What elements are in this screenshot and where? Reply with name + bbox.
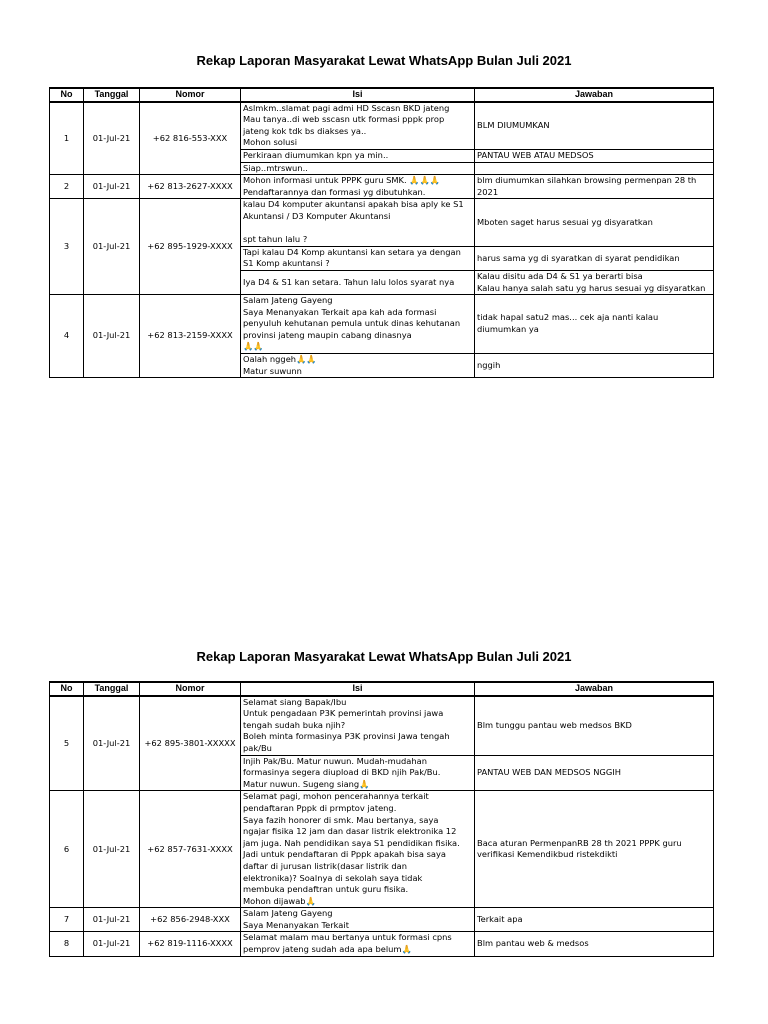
row-date: 01-Jul-21 [84, 102, 140, 175]
text-line: Selamat pagi, mohon pencerahannya terkait [243, 791, 429, 802]
text-line: Injih Pak/Bu. Matur nuwun. Mudah-mudahan [243, 755, 427, 766]
col-header-tanggal: Tanggal [84, 682, 140, 696]
col-header-no: No [50, 88, 84, 102]
text-line: Saya fazih honorer di smk. Mau bertanya, saya [243, 814, 439, 825]
col-header-isi: Isi [241, 88, 475, 102]
text-line: Selamat siang Bapak/Ibu [243, 696, 347, 707]
message-cell [241, 908, 475, 932]
report-table [49, 87, 714, 378]
message-cell [241, 354, 475, 378]
text-line: Oalah nggeh🙏🙏 [243, 354, 317, 365]
text-line: Terkait apa [477, 914, 523, 925]
text-line: penyuluh kehutanan pemula untuk dinas kehutanan [243, 318, 461, 329]
message-cell [241, 932, 475, 956]
text-line: Mohon dijawab🙏 [243, 895, 316, 906]
table-row [50, 696, 714, 755]
text-line: tidak hapal satu2 mas... cek aja nanti kalau [477, 312, 659, 323]
reply-cell [475, 270, 714, 294]
reply-cell [475, 246, 714, 270]
text-line: PANTAU WEB DAN MEDSOS NGGIH [477, 767, 621, 778]
table-row [50, 908, 714, 932]
text-line: Aslmkm..slamat pagi admi HD Sscasn BKD jateng [243, 102, 450, 113]
reply-cell [475, 199, 714, 246]
row-number: 8 [50, 932, 84, 956]
row-number: 4 [50, 295, 84, 378]
message-cell [241, 295, 475, 354]
page-title: Rekap Laporan Masyarakat Lewat WhatsApp Bulan Juli 2021 [196, 649, 572, 664]
text-line: Jadi untuk pendaftaran di Pppk apakah bisa saya [243, 849, 446, 860]
text-line: Saya Menanyakan Terkait [243, 919, 349, 930]
text-line: Akuntansi / D3 Komputer Akuntansi [243, 210, 391, 221]
text-line: pak/Bu [243, 742, 272, 753]
text-line: elektronika)? Soalnya di sekolah saya tidak [243, 872, 423, 883]
row-phone-number: +62 819-1116-XXXX [140, 932, 241, 956]
row-number: 6 [50, 791, 84, 908]
col-header-jawaban: Jawaban [475, 682, 714, 696]
reply-cell [475, 354, 714, 378]
table-row [50, 175, 714, 199]
row-phone-number: +62 816-553-XXX [140, 102, 241, 175]
text-line: spt tahun lalu ? [243, 234, 308, 245]
row-date: 01-Jul-21 [84, 932, 140, 956]
row-phone-number: +62 857-7631-XXXX [140, 791, 241, 908]
text-line: ngajar fisika 12 jam dan dasar listrik elektronika 12 [243, 826, 457, 837]
row-date: 01-Jul-21 [84, 295, 140, 378]
row-number: 3 [50, 199, 84, 295]
text-line: Tapi kalau D4 Komp akuntansi kan setara ya dengan [243, 246, 461, 257]
table-row [50, 199, 714, 246]
reply-cell [475, 791, 714, 908]
reply-cell [475, 149, 714, 162]
message-cell [241, 755, 475, 791]
text-line: Saya Menanyakan Terkait apa kah ada formasi [243, 306, 437, 317]
row-number: 1 [50, 102, 84, 175]
text-line: pemprov jateng sudah ada apa belum🙏 [243, 944, 412, 955]
text-line: nggih [477, 359, 501, 370]
col-header-tanggal: Tanggal [84, 88, 140, 102]
table-header-row [50, 682, 714, 696]
text-line: membuka pendaftran untuk guru fisika. [243, 884, 409, 895]
text-line: Mau tanya..di web sscasn utk formasi pppk prop [243, 114, 445, 125]
text-line: Salam Jateng Gayeng [243, 295, 333, 306]
row-date: 01-Jul-21 [84, 175, 140, 199]
text-line: Matur nuwun. Sugeng siang🙏 [243, 778, 370, 789]
text-line: blm diumumkan silahkan browsing permenpan 28 th [477, 175, 697, 186]
row-date: 01-Jul-21 [84, 908, 140, 932]
row-phone-number: +62 813-2627-XXXX [140, 175, 241, 199]
text-line: Pendaftarannya dan formasi yg dibutuhkan. [243, 186, 426, 197]
text-line: Selamat malam mau bertanya untuk formasi cpns [243, 932, 452, 943]
text-line: S1 Komp akuntansi ? [243, 258, 330, 269]
table-row [50, 932, 714, 956]
reply-cell [475, 696, 714, 755]
col-header-nomor: Nomor [140, 88, 241, 102]
col-header-nomor: Nomor [140, 682, 241, 696]
reply-cell [475, 908, 714, 932]
text-line: Siap..mtrswun.. [243, 162, 308, 173]
text-line: 2021 [477, 186, 499, 197]
row-number: 2 [50, 175, 84, 199]
row-phone-number: +62 856-2948-XXX [140, 908, 241, 932]
text-line: Kalau hanya salah satu yg harus sesuai yg disyaratkan [477, 282, 706, 293]
text-line: jam juga. Nah pendidikan saya S1 pendidikan fisika. [243, 837, 460, 848]
table-row [50, 102, 714, 150]
report-table [49, 681, 714, 957]
text-line: Kalau disitu ada D4 & S1 ya berarti bisa [477, 270, 643, 281]
text-line: Salam Jateng Gayeng [243, 908, 333, 919]
col-header-isi: Isi [241, 682, 475, 696]
row-phone-number: +62 895-1929-XXXX [140, 199, 241, 295]
text-line: provinsi jateng maupin cabang dinasnya [243, 329, 412, 340]
row-date: 01-Jul-21 [84, 696, 140, 791]
row-date: 01-Jul-21 [84, 199, 140, 295]
message-cell [241, 199, 475, 246]
table-header-row [50, 88, 714, 102]
text-line [243, 223, 472, 235]
row-date: 01-Jul-21 [84, 791, 140, 908]
text-line: tengah sudah buka njih? [243, 719, 346, 730]
reply-cell [475, 755, 714, 791]
message-cell [241, 175, 475, 199]
message-cell [241, 149, 475, 162]
text-line: harus sama yg di syaratkan di syarat pendidikan [477, 252, 680, 263]
text-line: diumumkan ya [477, 324, 539, 335]
text-line: Blm tunggu pantau web medsos BKD [477, 719, 632, 730]
reply-cell [475, 932, 714, 956]
row-number: 7 [50, 908, 84, 932]
text-line: Perkiraan diumumkan kpn ya min.. [243, 149, 389, 160]
message-cell [241, 102, 475, 150]
text-line: jateng kok tdk bs diakses ya.. [243, 125, 367, 136]
reply-cell [475, 295, 714, 354]
text-line: PANTAU WEB ATAU MEDSOS [477, 149, 594, 160]
col-header-jawaban: Jawaban [475, 88, 714, 102]
col-header-no: No [50, 682, 84, 696]
text-line: Boleh minta formasinya P3K provinsi Jawa tengah [243, 731, 450, 742]
message-cell [241, 696, 475, 755]
message-cell [241, 162, 475, 175]
reply-cell [475, 102, 714, 150]
message-cell [241, 270, 475, 294]
text-line: formasinya segera diupload di BKD njih Pak/Bu. [243, 767, 441, 778]
text-line: Iya D4 & S1 kan setara. Tahun lalu lolos syarat nya [243, 276, 455, 287]
text-line: daftar di jurusan listrik(dasar listrik dan [243, 860, 407, 871]
text-line: Mohon informasi untuk PPPK guru SMK. 🙏🙏🙏 [243, 175, 441, 186]
message-cell [241, 246, 475, 270]
text-line: Blm pantau web & medsos [477, 938, 589, 949]
row-phone-number: +62 895-3801-XXXXX [140, 696, 241, 791]
text-line: pendaftaran Pppk di prmptov jateng. [243, 802, 397, 813]
text-line: BLM DIUMUMKAN [477, 119, 550, 130]
table-row [50, 295, 714, 354]
row-number: 5 [50, 696, 84, 791]
reply-cell [475, 162, 714, 175]
text-line: kalau D4 komputer akuntansi apakah bisa aply ke S1 [243, 199, 464, 210]
row-phone-number: +62 813-2159-XXXX [140, 295, 241, 378]
text-line: verifikasi Kemendikbud ristekdikti [477, 849, 618, 860]
text-line: Baca aturan PermenpanRB 28 th 2021 PPPK guru [477, 837, 682, 848]
text-line: Untuk pengadaan P3K pemerintah provinsi jawa [243, 708, 444, 719]
table-row [50, 791, 714, 908]
message-cell [241, 791, 475, 908]
text-line: 🙏🙏 [243, 341, 264, 352]
text-line: Mohon solusi [243, 137, 298, 148]
text-line: Mboten saget harus sesuai yg disyaratkan [477, 216, 653, 227]
page-title: Rekap Laporan Masyarakat Lewat WhatsApp Bulan Juli 2021 [196, 53, 572, 68]
reply-cell [475, 175, 714, 199]
text-line: Matur suwunn [243, 365, 302, 376]
